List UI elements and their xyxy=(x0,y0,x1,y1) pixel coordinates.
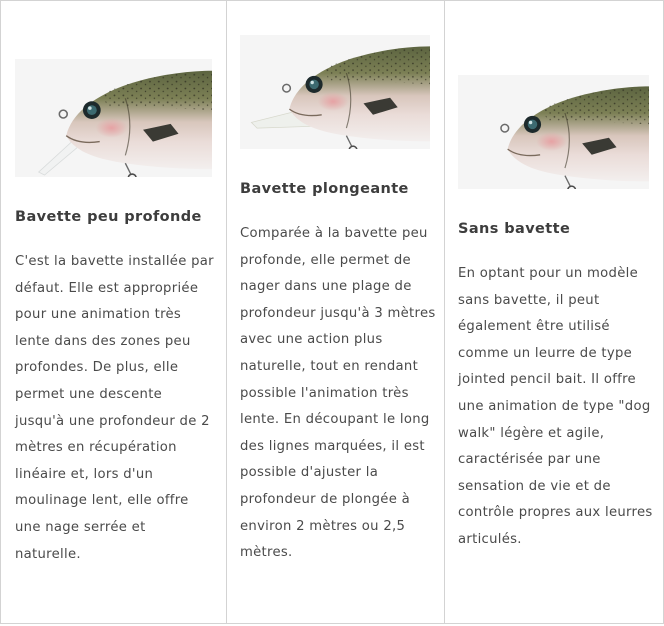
shallow-lip-lure-image xyxy=(15,59,212,177)
column-diving-lip xyxy=(226,1,444,623)
shallow-lip-title: Bavette peu profonde xyxy=(15,209,202,225)
shallow-lip-description: C'est la bavette installée par défaut. Elle est appropriée pour une animation très lente dans des zones peu profondes. De plus, elle permet une descente jusqu'à une profondeur de 2 mètres en récupération linéaire et, lors d'un moulinage lent, elle offre une nage serrée et naturelle. xyxy=(15,254,214,562)
fish-lure-shallow-lip xyxy=(15,59,212,177)
diving-lip-lure-image xyxy=(240,35,430,149)
no-lip-lure-image xyxy=(458,75,649,189)
column-shallow-lip xyxy=(1,1,226,623)
column-no-lip xyxy=(444,1,663,623)
diving-lip-description: Comparée à la bavette peu profonde, elle permet de nager dans une plage de profondeur jusqu'à 3 mètres avec une action plus naturelle, tout en rendant possible l'animation très lente. En découpant le long des lignes marquées, il est possible d'ajuster la profondeur de plongée à environ 2 mètres ou 2,5 mètres. xyxy=(240,226,436,561)
diving-lip-title: Bavette plongeante xyxy=(240,181,409,197)
fish-lure-no-lip xyxy=(458,75,649,189)
no-lip-description: En optant pour un modèle sans bavette, il peut également être utilisé comme un leurre de type jointed pencil bait. Il offre une animation de type "dog walk" légère et agile, caractérisée par une sensation de vie et de contrôle propres aux leurres articulés. xyxy=(458,266,653,547)
no-lip-title: Sans bavette xyxy=(458,221,571,237)
fish-lure-diving-lip xyxy=(240,35,430,149)
